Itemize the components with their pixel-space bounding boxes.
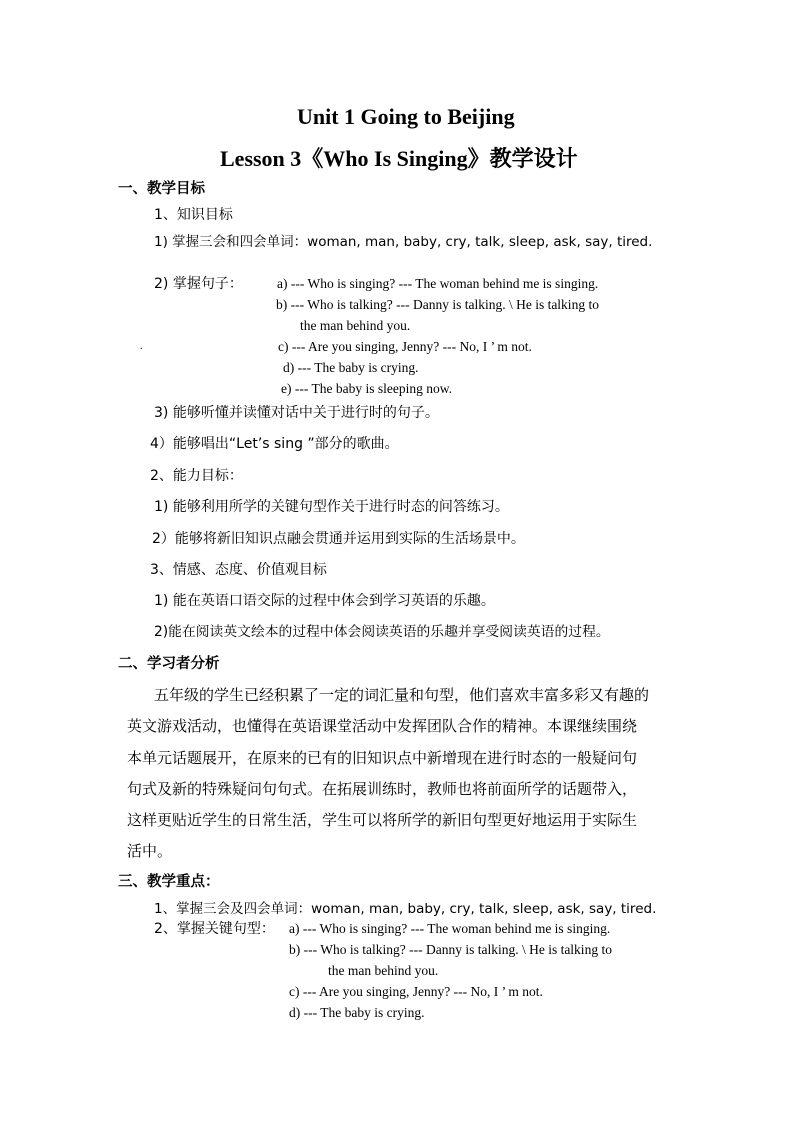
knowledge-objectives: 1、知识目标 xyxy=(154,207,233,223)
key-sentence-b: b) --- Who is talking? --- Danny is talking. \ He is talking to xyxy=(289,942,612,957)
key-sentence-a: a) --- Who is singing? --- The woman behind me is singing. xyxy=(289,921,611,936)
key-point-1: 1、掌握三会及四会单词：woman, man, baby, cry, talk, sleep, ask, say, tired. xyxy=(154,901,657,917)
knowledge-item-4: 4）能够唱出“Let’s sing ”部分的歌曲。 xyxy=(150,436,399,452)
ability-objectives: 2、能力目标： xyxy=(150,468,243,484)
emotion-item-2: 2)能在阅读英文绘本的过程中体会阅读英语的乐趣并享受阅读英语的过程。 xyxy=(154,624,610,640)
paragraph-line: 本单元话题展开，在原来的已有的旧知识点中新增现在进行时态的一般疑问句 xyxy=(127,749,638,767)
emotion-item-1: 1) 能在英语口语交际的过程中体会到学习英语的乐趣。 xyxy=(154,593,495,609)
sentence-c: c) --- Are you singing, Jenny? --- No, I ’ m not. xyxy=(278,339,532,354)
key-sentence-c: c) --- Are you singing, Jenny? --- No, I ’ m not. xyxy=(289,984,543,999)
knowledge-item-3: 3) 能够听懂并读懂对话中关于进行时的句子。 xyxy=(154,405,439,421)
key-sentence-b-cont: the man behind you. xyxy=(328,963,439,978)
stray-dot: . xyxy=(140,341,143,352)
doc-subtitle: Lesson 3《Who Is Singing》教学设计 xyxy=(220,146,578,171)
sentence-b-cont: the man behind you. xyxy=(300,318,411,333)
paragraph-line: 英文游戏活动，也懂得在英语课堂活动中发挥团队合作的精神。本课继续围绕 xyxy=(127,717,638,735)
doc-title: Unit 1 Going to Beijing xyxy=(297,104,515,129)
sentence-d: d) --- The baby is crying. xyxy=(283,360,419,375)
ability-item-1: 1) 能够利用所学的关键句型作关于进行时态的问答练习。 xyxy=(154,499,509,515)
emotion-objectives: 3、情感、态度、价值观目标 xyxy=(150,562,327,578)
sentence-e: e) --- The baby is sleeping now. xyxy=(281,381,452,396)
paragraph-line: 句式及新的特殊疑问句句式。在拓展训练时，教师也将前面所学的话题带入， xyxy=(127,780,638,798)
ability-item-2: 2）能够将新旧知识点融会贯通并运用到实际的生活场景中。 xyxy=(152,531,525,547)
knowledge-item-1: 1) 掌握三会和四会单词：woman, man, baby, cry, talk, sleep, ask, say, tired. xyxy=(154,234,653,250)
knowledge-item-2-label: 2) 掌握句子： xyxy=(154,276,243,292)
sentence-b: b) --- Who is talking? --- Danny is talking. \ He is talking to xyxy=(276,297,599,312)
paragraph-line: 这样更贴近学生的日常生活，学生可以将所学的新旧句型更好地运用于实际生 xyxy=(127,811,638,829)
sentence-a: a) --- Who is singing? --- The woman behind me is singing. xyxy=(277,276,599,291)
key-point-2-label: 2、掌握关键句型： xyxy=(154,921,275,937)
paragraph-line: 五年级的学生已经积累了一定的词汇量和句型，他们喜欢丰富多彩又有趣的 xyxy=(154,686,650,704)
key-sentence-d: d) --- The baby is crying. xyxy=(289,1005,425,1020)
paragraph-line: 活中。 xyxy=(127,842,173,860)
section-heading-key-points: 三、教学重点： xyxy=(118,874,220,890)
section-heading-learner-analysis: 二、学习者分析 xyxy=(118,656,220,672)
section-heading-objectives: 一、教学目标 xyxy=(118,181,205,197)
